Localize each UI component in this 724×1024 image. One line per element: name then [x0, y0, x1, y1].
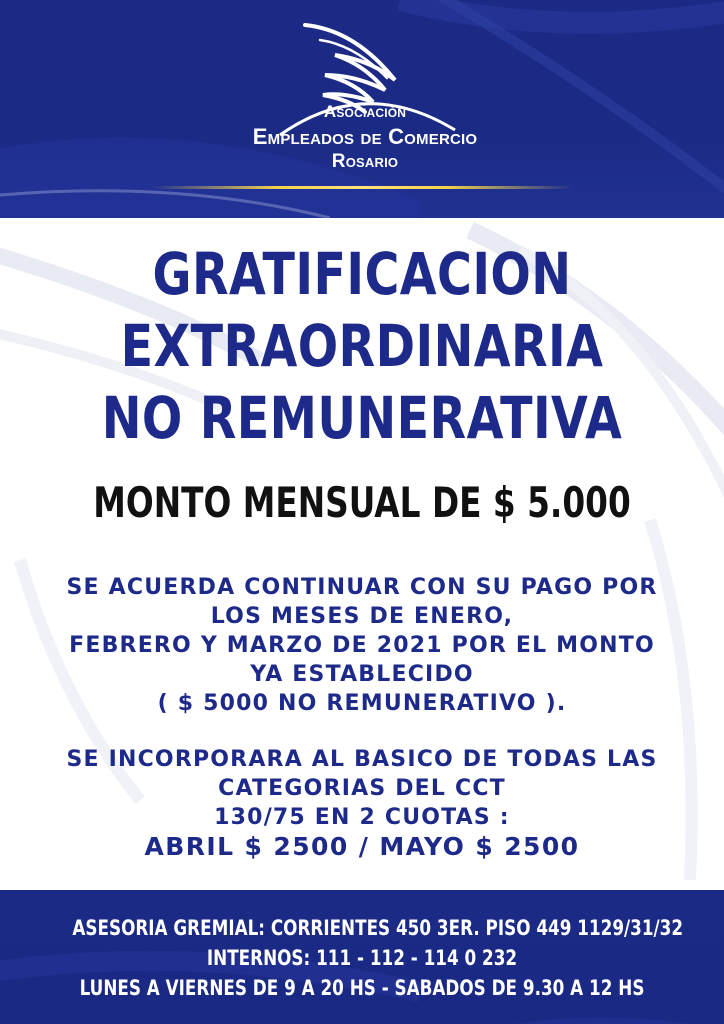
title-line-2: EXTRAORDINARIA: [120, 312, 604, 380]
monthly-amount-heading: MONTO MENSUAL DE $ 5.000: [93, 478, 631, 527]
paragraph1-line-5: ( $ 5000 NO REMUNERATIVO ).: [157, 691, 567, 716]
header-banner: [0, 0, 724, 218]
logo-text-asociacion: Asociación: [323, 102, 407, 121]
footer-banner: [0, 890, 724, 1024]
paragraph2-line-1: SE INCORPORARA AL BASICO DE TODAS LAS: [66, 747, 658, 772]
paragraph2-line-4: ABRIL $ 2500 / MAYO $ 2500: [144, 832, 580, 861]
paragraph2-line-2: CATEGORIAS DEL CCT: [218, 776, 506, 801]
payment-continuation-paragraph: [0, 573, 724, 718]
logo-text-empleados: Empleados de Comercio: [252, 124, 478, 149]
paragraph1-line-4: YA ESTABLECIDO: [250, 662, 474, 687]
logo-text-rosario: Rosario: [331, 151, 399, 172]
main-title: [65, 238, 659, 454]
logo-gold-underline: [152, 186, 572, 189]
paragraph1-line-1: SE ACUERDA CONTINUAR CON SU PAGO POR: [66, 575, 658, 600]
footer-address: ASESORIA GREMIAL: CORRIENTES 450 3ER. PISO 449 1129/31/32: [72, 916, 684, 940]
paragraph1-line-3: FEBRERO Y MARZO DE 2021 POR EL MONTO: [69, 633, 655, 658]
footer-hours: LUNES A VIERNES DE 9 A 20 HS - SABADOS DE 9.30 A 12 HS: [79, 976, 645, 1000]
paragraph1-line-2: LOS MESES DE ENERO,: [210, 604, 514, 629]
title-line-1: GRATIFICACION: [152, 240, 572, 308]
incorporation-paragraph: [0, 745, 724, 861]
paragraph2-line-3: 130/75 EN 2 CUOTAS :: [214, 805, 510, 830]
association-logo: [225, 20, 505, 195]
title-line-3: NO REMUNERATIVA: [101, 384, 623, 452]
footer-extensions: INTERNOS: 111 - 112 - 114 0 232: [206, 946, 518, 970]
